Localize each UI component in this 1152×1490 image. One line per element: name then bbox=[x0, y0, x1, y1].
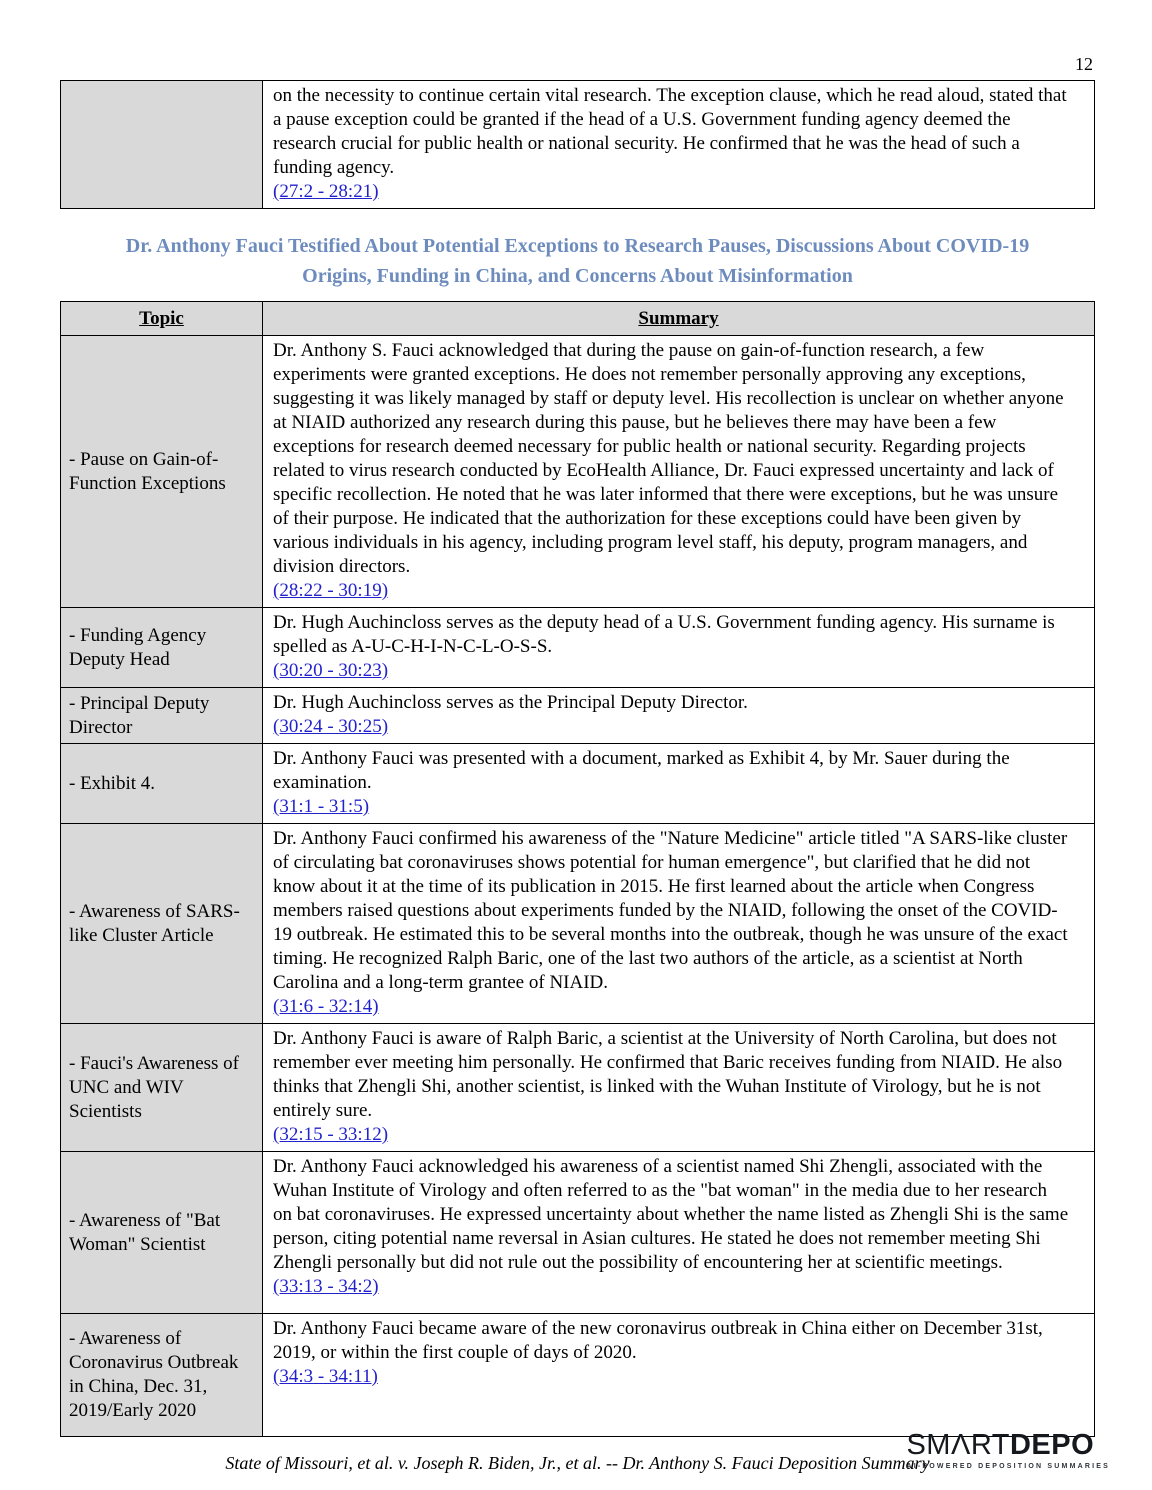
summary-text: Dr. Hugh Auchincloss serves as the deputy head of a U.S. Government funding agency. His surname is spelled as A-U-C-H-I-N-C-L-O-S-S. bbox=[273, 612, 1055, 657]
table-row bbox=[61, 1024, 1095, 1152]
summary-cell bbox=[263, 1314, 1095, 1437]
topic-cell: - Awareness of "Bat Woman" Scientist bbox=[61, 1152, 263, 1314]
deposition-summary-table bbox=[60, 301, 1095, 1437]
summary-text: Dr. Anthony S. Fauci acknowledged that during the pause on gain-of-function research, a few experiments were granted exceptions. He does not remember personally approving any exceptions, suggesting it was likely managed by staff or deputy level. His recollection is unclear on whether anyone at NIAID authorized any research during this pause, but he believes there may have been a few exceptions for research deemed necessary for public health or national security. Regarding projects related to virus research conducted by EcoHealth Alliance, Dr. Fauci expressed uncertainty and lack of specific recollection. He noted that he was later informed that there were exceptions, but he was unsure of their purpose. He indicated that the authorization for these exceptions could have been given by various individuals in his agency, including program level staff, his deputy, program managers, and division directors. bbox=[273, 340, 1064, 577]
transcript-cite-link[interactable]: (27:2 - 28:21) bbox=[273, 181, 379, 202]
summary-cell bbox=[263, 744, 1095, 824]
smartdepo-logo bbox=[906, 1430, 1110, 1470]
topic-cell: - Awareness of Coronavirus Outbreak in China, Dec. 31, 2019/Early 2020 bbox=[61, 1314, 263, 1437]
summary-text: Dr. Hugh Auchincloss serves as the Principal Deputy Director. bbox=[273, 692, 748, 713]
summary-cell bbox=[263, 1024, 1095, 1152]
header-row bbox=[61, 302, 1095, 336]
table-row bbox=[61, 744, 1095, 824]
table-row bbox=[61, 336, 1095, 608]
topic-cell: - Pause on Gain-of-Function Exceptions bbox=[61, 336, 263, 608]
topic-cell: - Awareness of SARS-like Cluster Article bbox=[61, 824, 263, 1024]
topic-cell: - Funding Agency Deputy Head bbox=[61, 608, 263, 688]
page-number: 12 bbox=[1075, 54, 1093, 74]
summary-text: Dr. Anthony Fauci became aware of the new coronavirus outbreak in China either on December 31st, 2019, or within the first couple of days of 2020. bbox=[273, 1318, 1043, 1363]
table-row bbox=[61, 824, 1095, 1024]
summary-text: Dr. Anthony Fauci confirmed his awareness of the "Nature Medicine" article titled "A SARS-like cluster of circulating bat coronaviruses shows potential for human emergence", but clarified that he did not know about it at the time of its publication in 2015. He first learned about the article when Congress members raised questions about experiments funded by the NIAID, following the onset of the COVID-19 outbreak. He estimated this to be several months into the outbreak, though he was unsure of the exact timing. He recognized Ralph Baric, one of the last two authors of the article, as a scientist at North Carolina and a long-term grantee of NIAID. bbox=[273, 828, 1068, 993]
topic-cell: - Fauci's Awareness of UNC and WIV Scientists bbox=[61, 1024, 263, 1152]
transcript-cite-link[interactable]: (30:24 - 30:25) bbox=[273, 716, 389, 737]
column-header-summary: Summary bbox=[263, 302, 1095, 336]
transcript-cite-link[interactable]: (31:6 - 32:14) bbox=[273, 996, 379, 1017]
transcript-cite-link[interactable]: (34:3 - 34:11) bbox=[273, 1366, 378, 1387]
transcript-cite-link[interactable]: (31:1 - 31:5) bbox=[273, 796, 370, 817]
summary-text: Dr. Anthony Fauci was presented with a document, marked as Exhibit 4, by Mr. Sauer during the examination. bbox=[273, 748, 1010, 793]
summary-cell bbox=[263, 1152, 1095, 1314]
section-heading: Dr. Anthony Fauci Testified About Potential Exceptions to Research Pauses, Discussions About COVID-19 Origins, Funding in China, and Concerns About Misinformation bbox=[125, 235, 1030, 287]
transcript-cite-link[interactable]: (33:13 - 34:2) bbox=[273, 1276, 379, 1297]
topic-cell: - Exhibit 4. bbox=[61, 744, 263, 824]
continuation-table bbox=[60, 80, 1095, 209]
topic-cell bbox=[61, 81, 263, 209]
summary-cell bbox=[263, 688, 1095, 744]
summary-cell bbox=[263, 81, 1095, 209]
table-row bbox=[61, 1314, 1095, 1437]
topic-cell: - Principal Deputy Director bbox=[61, 688, 263, 744]
summary-cell bbox=[263, 608, 1095, 688]
summary-text: Dr. Anthony Fauci acknowledged his awareness of a scientist named Shi Zhengli, associated with the Wuhan Institute of Virology and often referred to as the "bat woman" in the media due to her research on bat coronaviruses. He expressed uncertainty about whether the name listed as Zhengli Shi is the same person, citing potential name reversal in Asian cultures. He stated he does not remember meeting Shi Zhengli personally but did not rule out the possibility of encountering her at scientific meetings. bbox=[273, 1156, 1069, 1273]
table-row bbox=[61, 81, 1095, 209]
table-row bbox=[61, 688, 1095, 744]
transcript-cite-link[interactable]: (30:20 - 30:23) bbox=[273, 660, 389, 681]
footer-case-caption: State of Missouri, et al. v. Joseph R. Biden, Jr., et al. -- Dr. Anthony S. Fauci Deposition Summary bbox=[225, 1453, 930, 1473]
summary-cell bbox=[263, 824, 1095, 1024]
logo-wordmark bbox=[906, 1430, 1110, 1460]
table-row bbox=[61, 608, 1095, 688]
transcript-cite-link[interactable]: (28:22 - 30:19) bbox=[273, 580, 389, 601]
table-row bbox=[61, 1152, 1095, 1314]
transcript-cite-link[interactable]: (32:15 - 33:12) bbox=[273, 1124, 389, 1145]
logo-smart: SMΛRT bbox=[906, 1429, 1010, 1461]
summary-cell bbox=[263, 336, 1095, 608]
summary-text: on the necessity to continue certain vital research. The exception clause, which he read aloud, stated that a pause exception could be granted if the head of a U.S. Government funding agency deemed the research crucial for public health or national security. He confirmed that he was the head of such a funding agency. bbox=[273, 85, 1067, 178]
logo-depo: DEPO bbox=[1009, 1429, 1095, 1461]
column-header-topic: Topic bbox=[61, 302, 263, 336]
summary-text: Dr. Anthony Fauci is aware of Ralph Baric, a scientist at the University of North Carolina, but does not remember ever meeting him personally. He confirmed that Baric receives funding from NIAID. He also thinks that Zhengli Shi, another scientist, is linked with the Wuhan Institute of Virology, but he is not entirely sure. bbox=[273, 1028, 1063, 1121]
logo-tagline: AI-POWERED DEPOSITION SUMMARIES bbox=[906, 1463, 1110, 1470]
